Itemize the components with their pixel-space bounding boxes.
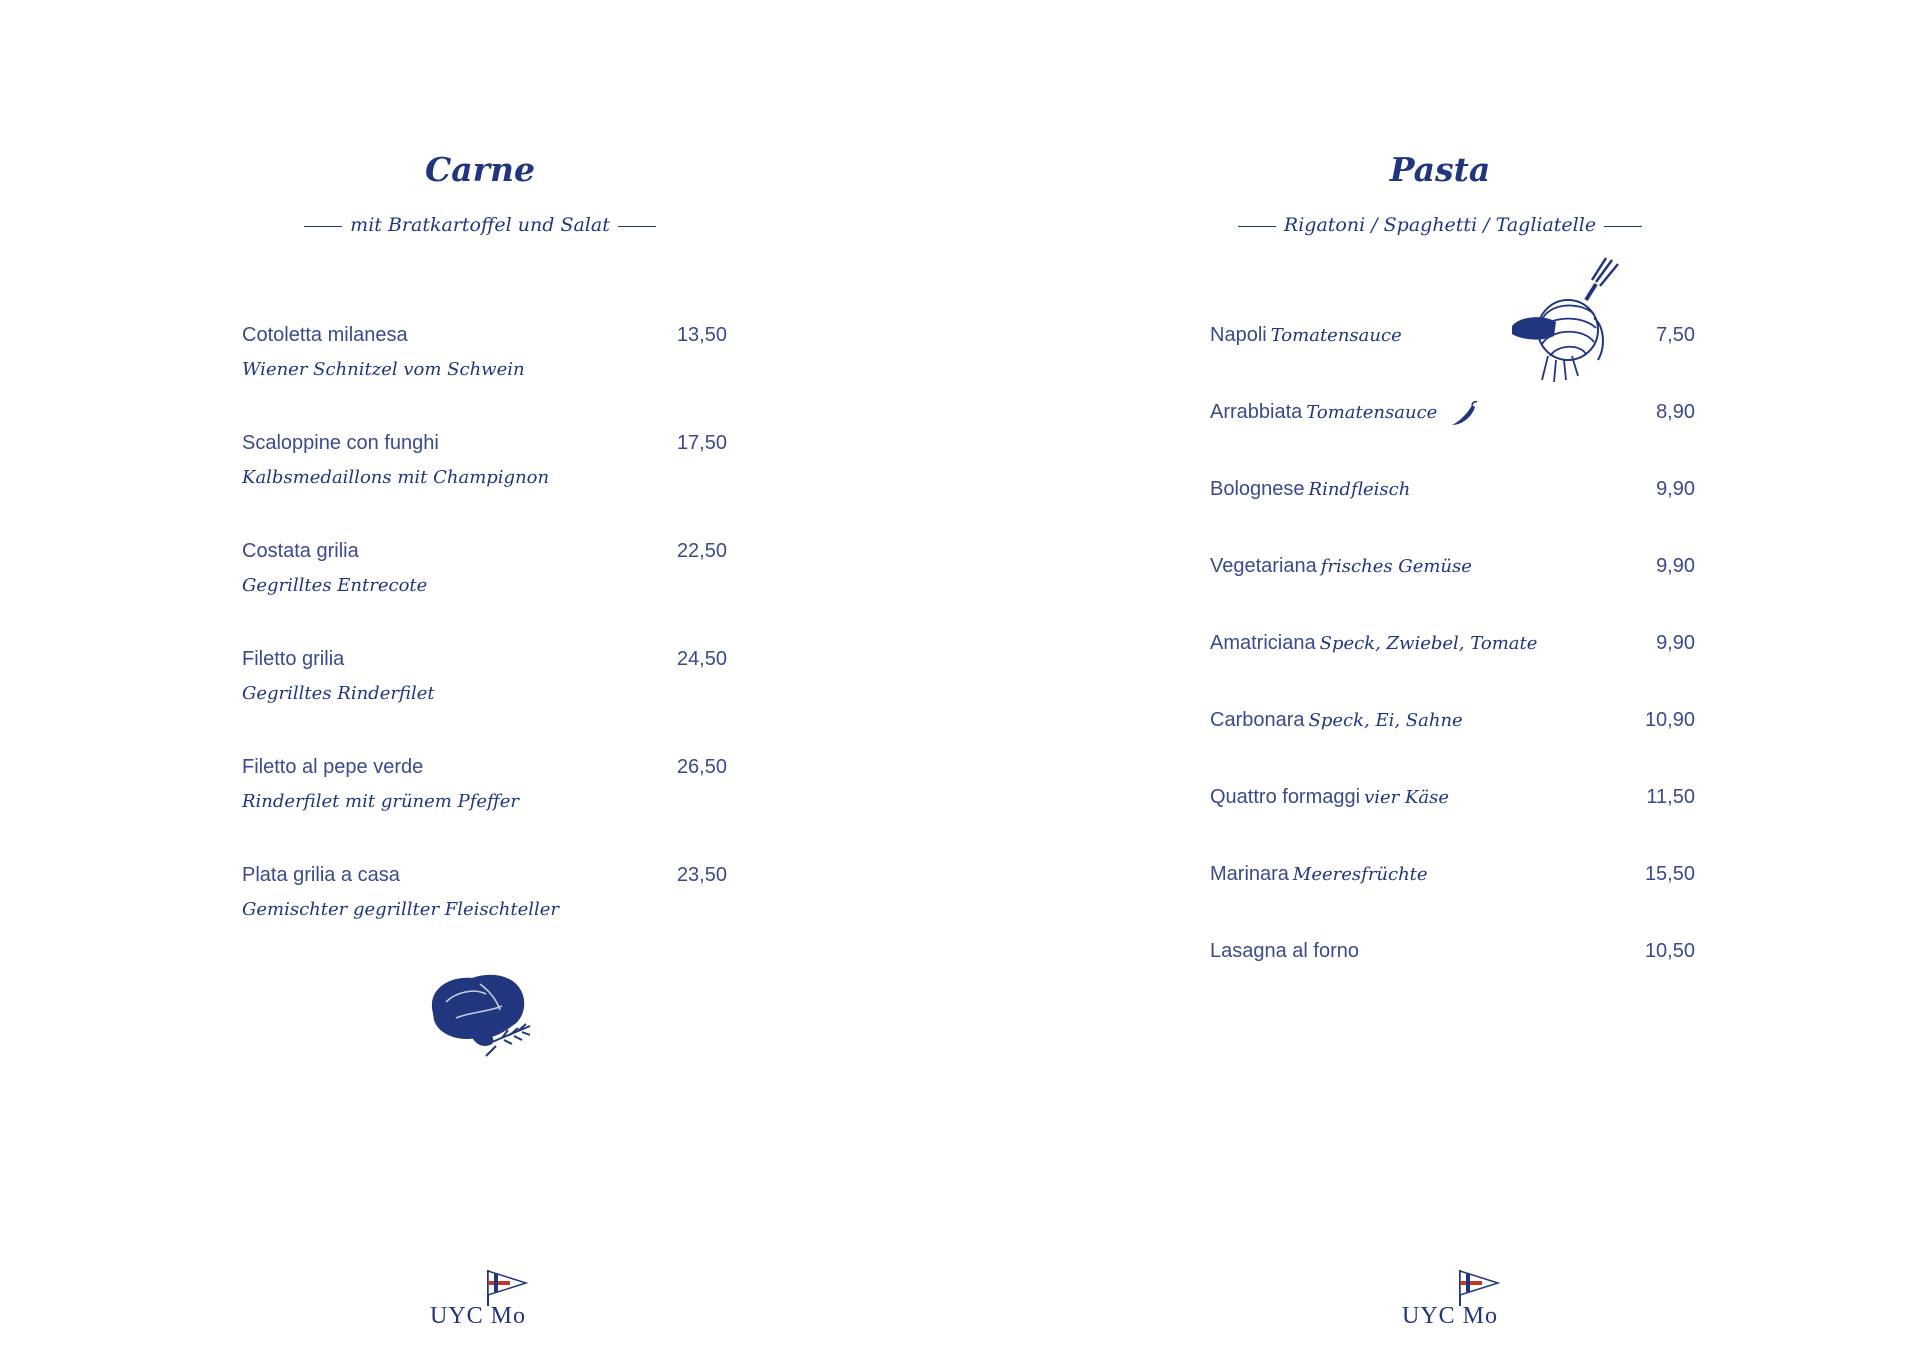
menu-item (242, 540, 727, 648)
item-description: Gegrilltes Rinderfilet (242, 683, 435, 704)
item-description: Speck, Ei, Sahne (1308, 710, 1463, 731)
logo-text: UYC Mo (430, 1303, 527, 1329)
item-description: Kalbsmedaillons mit Champignon (242, 467, 550, 488)
item-price: 13,50 (676, 324, 727, 346)
item-price: 11,50 (1646, 786, 1695, 808)
pasta-menu-list (1210, 324, 1695, 1017)
item-name: Plata grilia a casa (242, 864, 400, 886)
subtitle-text: mit Bratkartoffel und Salat (350, 214, 610, 236)
logo-text: UYC Mo (1402, 1303, 1499, 1329)
menu-item (242, 324, 727, 432)
menu-item (1210, 863, 1695, 940)
item-name: Carbonara (1210, 709, 1305, 731)
item-price: 26,50 (676, 756, 727, 778)
menu-item (1210, 786, 1695, 863)
dash-decoration (1604, 226, 1642, 227)
menu-item (242, 648, 727, 756)
item-name: Vegetariana (1210, 555, 1317, 577)
item-name: Costata grilia (242, 540, 359, 562)
menu-item (242, 756, 727, 864)
item-price: 10,90 (1644, 709, 1695, 731)
menu-item (1210, 478, 1695, 555)
item-description: vier Käse (1364, 787, 1450, 808)
pennant-flag-icon (486, 1270, 528, 1306)
item-name: Amatriciana (1210, 632, 1316, 654)
item-name: Bolognese (1210, 478, 1305, 500)
section-title-carne: Carne (424, 150, 536, 189)
item-name: Napoli (1210, 324, 1267, 346)
item-description: Gemischter gegrillter Fleischteller (242, 899, 559, 920)
item-price: 9,90 (1656, 555, 1695, 577)
item-description: Rindfleisch (1308, 479, 1411, 500)
club-logo (430, 1270, 540, 1330)
menu-item (1210, 324, 1695, 401)
item-price: 23,50 (676, 864, 727, 886)
menu-item (1210, 632, 1695, 709)
menu-item (1210, 940, 1695, 1017)
item-description: Wiener Schnitzel vom Schwein (242, 359, 525, 380)
menu-item (1210, 401, 1695, 478)
item-price: 9,90 (1656, 478, 1695, 500)
item-price: 24,50 (676, 648, 727, 670)
item-name: Filetto al pepe verde (242, 756, 424, 778)
pennant-flag-icon (1458, 1270, 1500, 1306)
right-page (960, 0, 1920, 1358)
item-description: Rinderfilet mit grünem Pfeffer (242, 791, 520, 812)
menu-item (1210, 555, 1695, 632)
item-price: 7,50 (1656, 324, 1695, 346)
item-description: Gegrilltes Entrecote (242, 575, 428, 596)
item-name: Lasagna al forno (1210, 940, 1360, 962)
dash-decoration (1238, 226, 1276, 227)
item-name: Cotoletta milanesa (242, 324, 408, 346)
item-name: Quattro formaggi (1210, 786, 1361, 808)
item-price: 17,50 (676, 432, 727, 454)
item-name: Filetto grilia (242, 648, 345, 670)
item-description: Meeresfrüchte (1292, 864, 1428, 885)
section-title-pasta: Pasta (1389, 150, 1491, 189)
section-subtitle-carne (0, 214, 960, 236)
item-description: frisches Gemüse (1320, 556, 1472, 577)
item-description: Tomatensauce (1306, 402, 1438, 424)
dash-decoration (304, 226, 342, 227)
item-price: 22,50 (676, 540, 727, 562)
item-price: 9,90 (1656, 632, 1695, 654)
club-logo (1402, 1270, 1512, 1330)
carne-menu-list (242, 324, 727, 972)
item-name: Marinara (1210, 863, 1289, 885)
steak-icon (426, 968, 538, 1060)
menu-item (242, 432, 727, 540)
item-description: Tomatensauce (1270, 325, 1402, 346)
item-price: 8,90 (1656, 401, 1695, 423)
item-price: 10,50 (1644, 940, 1695, 962)
subtitle-text: Rigatoni / Spaghetti / Tagliatelle (1283, 214, 1597, 236)
section-subtitle-pasta (960, 214, 1920, 236)
item-name: Scaloppine con funghi (242, 432, 439, 454)
menu-item (242, 864, 727, 972)
chili-pepper-icon (1448, 401, 1478, 427)
dash-decoration (618, 226, 656, 227)
item-description: Speck, Zwiebel, Tomate (1319, 633, 1538, 654)
item-name: Arrabbiata (1210, 401, 1303, 424)
menu-item (1210, 709, 1695, 786)
item-price: 15,50 (1644, 863, 1695, 885)
